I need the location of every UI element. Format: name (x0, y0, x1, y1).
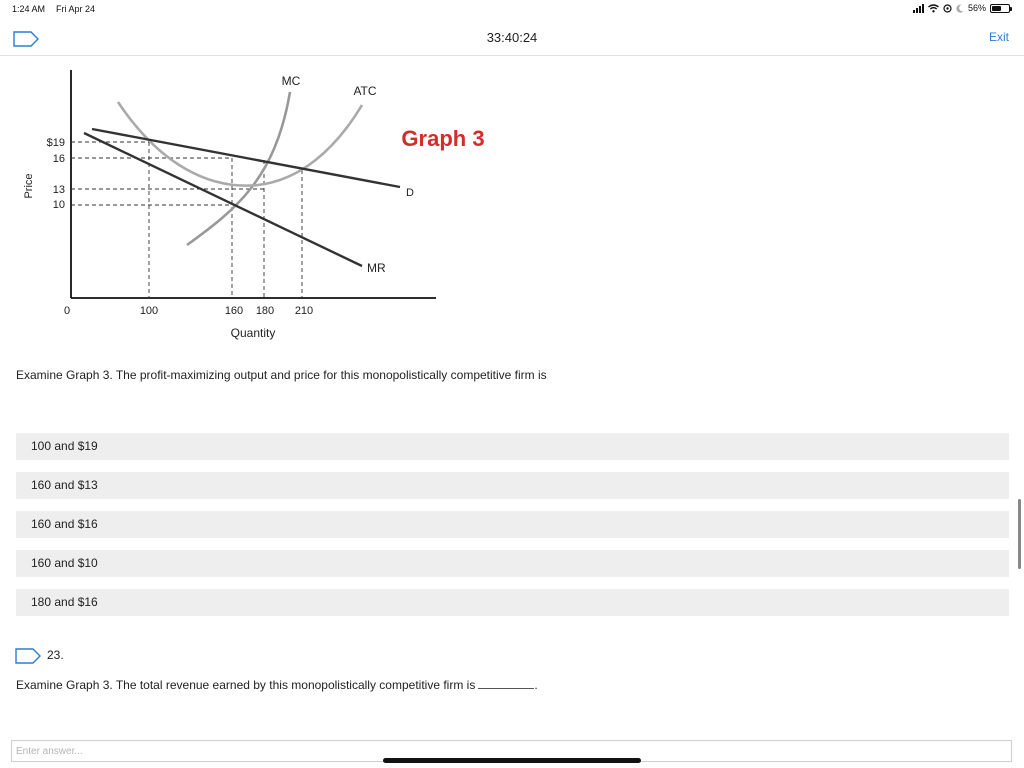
question-23-prompt (16, 677, 538, 692)
answer-options (16, 433, 1009, 628)
question-prompt: Examine Graph 3. The profit-maximizing output and price for this monopolistically competitive firm is (16, 368, 547, 382)
x-tick-label: 180 (255, 305, 275, 317)
location-icon (943, 4, 952, 13)
y-tick-label: 13 (52, 184, 65, 196)
x-axis-label: Quantity (230, 326, 276, 340)
y-tick-label: 10 (52, 199, 65, 211)
answer-option[interactable]: 160 and $10 (16, 550, 1009, 577)
wifi-icon (928, 4, 939, 13)
question-number: 23. (47, 648, 64, 662)
question-23-text: Examine Graph 3. The total revenue earned by this monopolistically competitive firm is (16, 678, 476, 692)
mc-curve (187, 92, 290, 245)
signal-icon (913, 4, 924, 13)
status-date: Fri Apr 24 (56, 4, 96, 14)
answer-blank (478, 677, 534, 689)
demand-label: D (406, 187, 414, 199)
top-toolbar (0, 24, 1024, 56)
battery-percent: 56% (967, 3, 986, 13)
mc-label: MC (281, 74, 301, 88)
y-tick-label: 16 (52, 153, 65, 165)
atc-label: ATC (353, 84, 377, 98)
exit-button[interactable]: Exit (988, 30, 1009, 44)
x-tick-label: 160 (224, 305, 244, 317)
answer-option[interactable]: 180 and $16 (16, 589, 1009, 616)
mr-label: MR (367, 261, 386, 275)
graph-title: Graph 3 (401, 126, 485, 151)
x-tick-label: 100 (139, 305, 159, 317)
answer-option[interactable]: 160 and $16 (16, 511, 1009, 538)
status-time: 1:24 AM (12, 4, 46, 14)
answer-option[interactable]: 160 and $13 (16, 472, 1009, 499)
home-indicator[interactable] (383, 758, 641, 763)
y-axis-label: Price (23, 173, 35, 199)
moon-icon (956, 4, 964, 13)
graph-3-chart (0, 60, 520, 350)
x-tick-label: 210 (294, 305, 314, 317)
status-indicators (913, 3, 1010, 13)
answer-option[interactable]: 100 and $19 (16, 433, 1009, 460)
battery-icon (990, 4, 1010, 13)
x-tick-label: 0 (63, 305, 71, 317)
status-bar (0, 0, 1024, 20)
exam-timer: 33:40:24 (486, 30, 538, 45)
y-tick-label: $19 (46, 137, 65, 149)
scrollbar-thumb[interactable] (1018, 499, 1021, 569)
sentence-period: . (534, 678, 538, 692)
flag-icon[interactable] (15, 648, 41, 664)
